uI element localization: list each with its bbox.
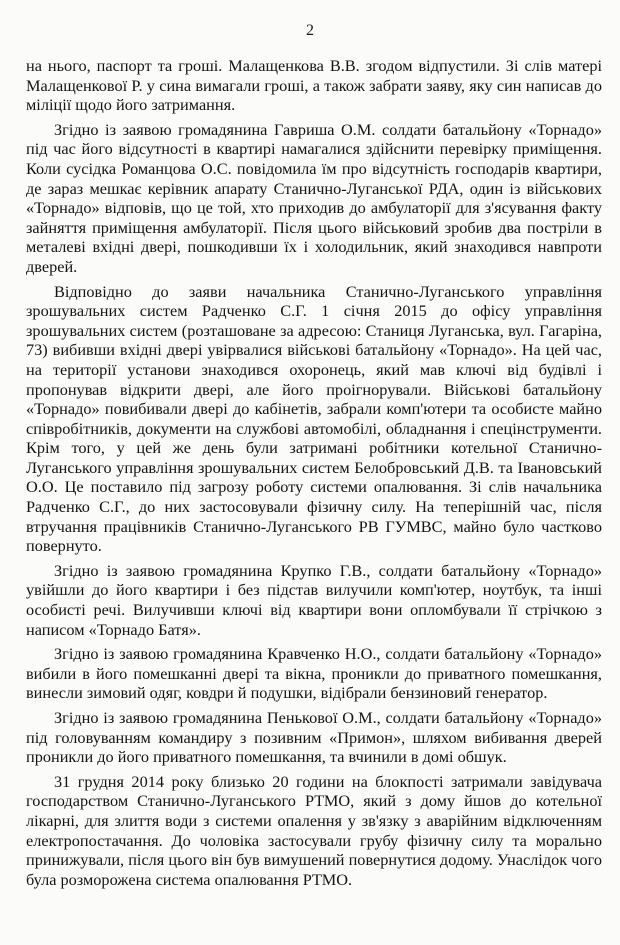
paragraph-gavrysh-statement: Згідно із заявою громадянина Гавриша О.М. солдати батальйону «Торнадо» під час його відсутності в квартирі намагалися здійснити перевірку приміщення. Коли сусідка Романцова О.С. повідомила їм про відсутність господарів квартири, де зараз мешкає керівник апарату Станично-Луганської РДА, один із військових «Торнадо» відповів, що це той, хто приходив до амбулаторії для з'ясування факту зайняття приміщення амбулаторії. Після цього військовий зробив два постріли в металеві вхідні двері, пошкодивши їх і холодильник, який знаходився навпроти дверей. <box>26 119 602 276</box>
paragraph-penkova-statement: Згідно із заявою громадянина Пенькової О.М., солдати батальйону «Торнадо» під головуванням командиру з позивним «Примон», шляхом вибивання дверей проникли до його приватного помешкання, та вчинили в домі обшук. <box>26 708 602 767</box>
paragraph-rtmo-incident: 31 грудня 2014 року близько 20 години на блокпості затримали завідувача господарством Станично-Луганського РТМО, який з дому йшов до котельної лікарні, для злиття води з системи опалення у зв'язку з аварійним відключенням електропостачання. До чоловіка застосували грубу фізичну силу та морально принижували, після цього він був вимушений повернутися додому. Унаслідок чого була розморожена система опалювання РТМО. <box>26 771 602 889</box>
paragraph-continuation: на нього, паспорт та гроші. Малащенкова В.В. згодом відпустили. Зі слів матері Малащенкової Р. у сина вимагали гроші, а також забрати заяву, яку син написав до міліції щодо його затримання. <box>26 56 602 115</box>
document-body <box>26 56 602 894</box>
paragraph-radchenko-statement: Відповідно до заяви начальника Станично-Луганського управління зрошувальних систем Радченко С.Г. 1 січня 2015 до офісу управління зрошувальних систем (розташоване за адресою: Станиця Луганська, вул. Гагаріна, 73) вибивши вхідні двері увірвалися військові батальйону «Торнадо». На цей час, на території установи знаходився охоронець, який мав ключі від будівлі і пропонував відкрити двері, але його проігнорували. Військові батальйону «Торнадо» повибивали двері до кабінетів, забрали комп'ютери та особисте майно співробітників, документи на службові автомобілі, обладнання і спецінструменти. Крім того, у цей же день були затримані робітники котельної Станично-Луганського управління зрошувальних систем Белобровський Д.В. та Івановський О.О. Це поставило під загрозу роботу системи опалювання. Зі слів начальника Радченко С.Г., до них застосовували фізичну силу. На теперішній час, після втручання працівників Станично-Луганського РВ ГУМВС, майно було частково повернуто. <box>26 281 602 556</box>
page-number: 2 <box>306 22 314 39</box>
paragraph-krupko-statement: Згідно із заявою громадянина Крупко Г.В., солдати батальйону «Торнадо» увійшли до його квартири і без підстав вилучили комп'ютер, ноутбук, та інші особисті речі. Вилучивши ключі від квартири вони опломбували її стрічкою з написом «Торнадо Батя». <box>26 560 602 639</box>
paragraph-kravchenko-statement: Згідно із заявою громадянина Кравченко Н.О., солдати батальйону «Торнадо» вибили в його помешканні двері та вікна, проникли до приватного помешкання, винесли зимовий одяг, ковдри й подушки, відібрали бензиновий генератор. <box>26 644 602 703</box>
